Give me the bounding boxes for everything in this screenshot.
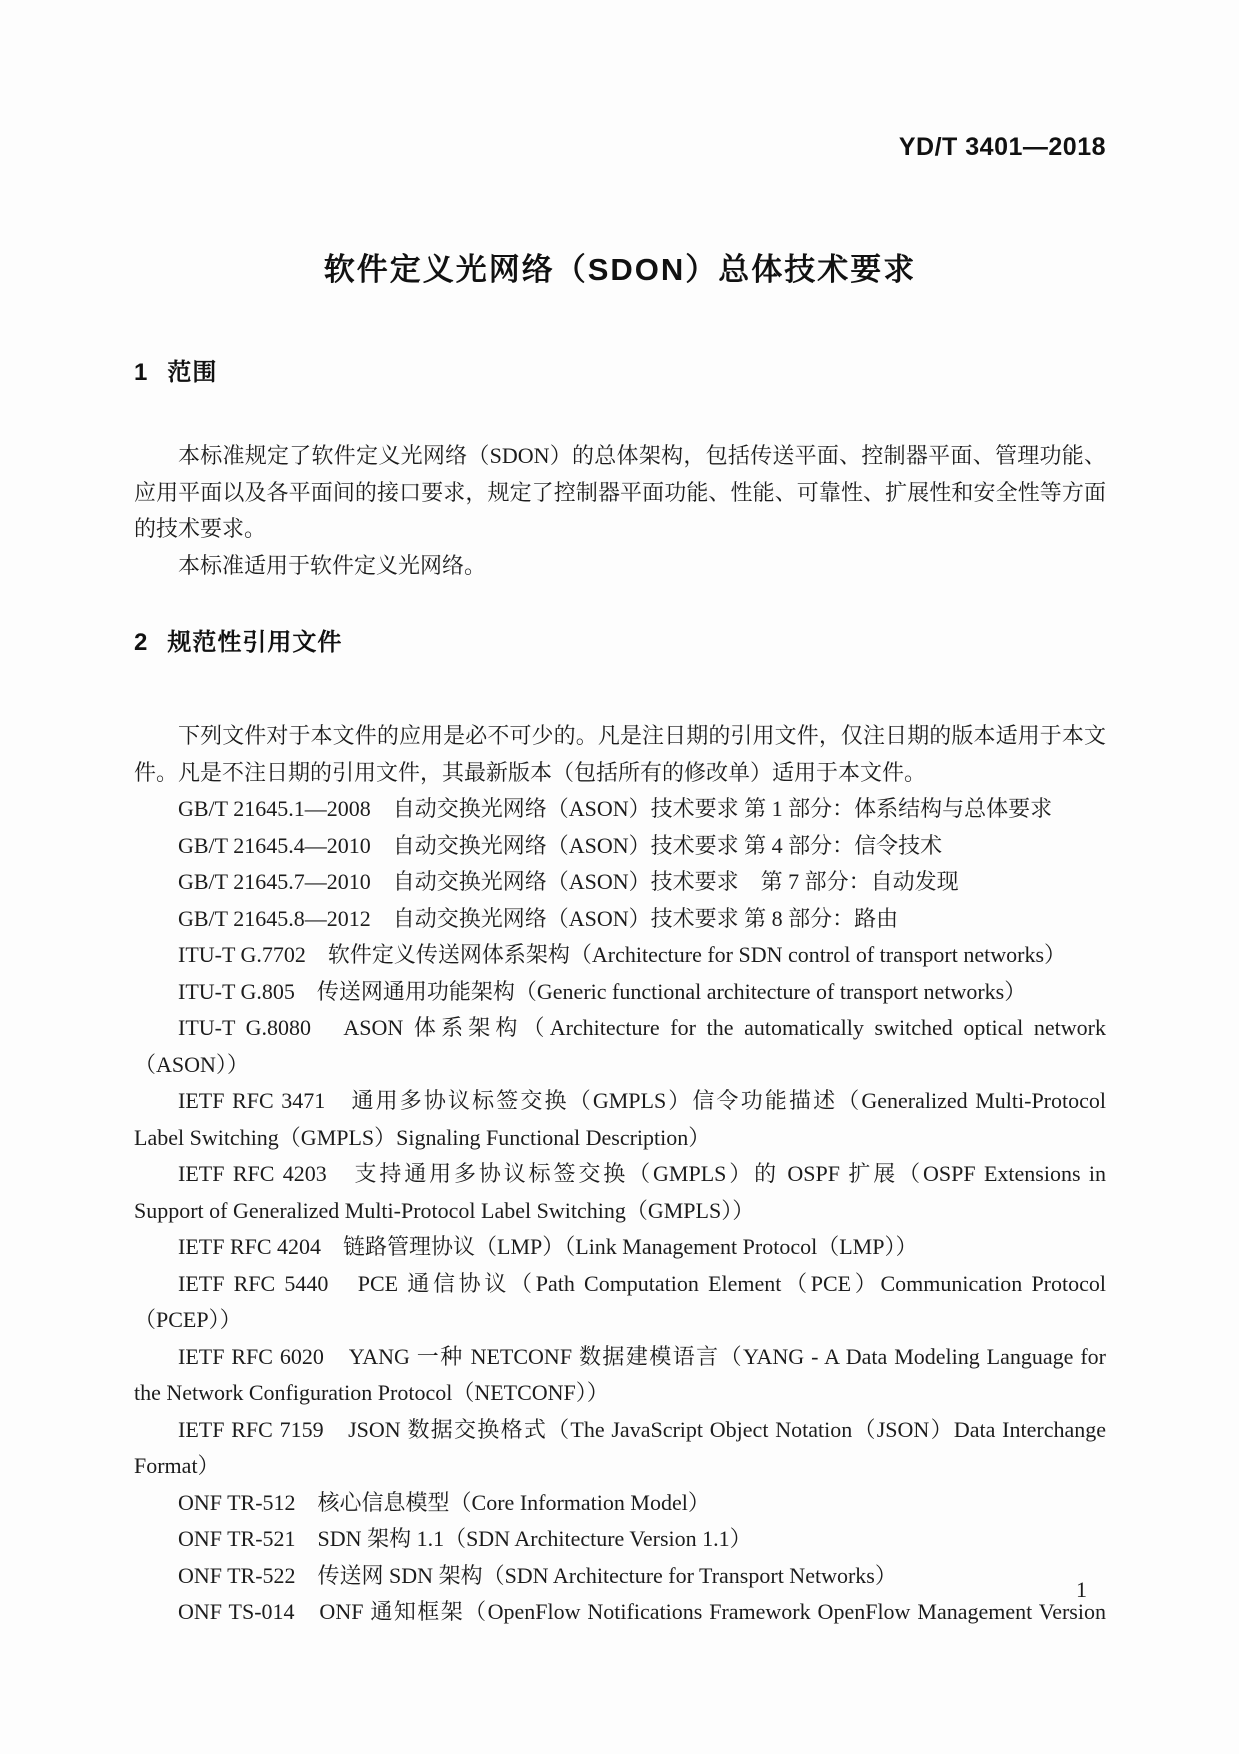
page-number: 1 (1076, 1577, 1087, 1602)
section-1-number: 1 (134, 359, 148, 386)
reference-item: ITU-T G.7702 软件定义传送网体系架构（Architecture for SDN control of transport networks） (178, 942, 1067, 967)
reference-item: IETF RFC 5440 PCE 通信协议（Path Computation Element（PCE）Communication Protocol（PCEP）） (134, 1270, 1106, 1332)
reference-item: ITU-T G.8080 ASON 体系架构（Architecture for the automatically switched optical network（ASON）） (134, 1015, 1106, 1077)
reference-item: ONF TR-521 SDN 架构 1.1（SDN Architecture Version 1.1） (178, 1526, 752, 1551)
reference-item: IETF RFC 4203 支持通用多协议标签交换（GMPLS）的 OSPF 扩展（OSPF Extensions in Support of Generalized Multi-Protocol Label Switching（GMPLS）） (134, 1161, 1106, 1223)
page-content (134, 0, 1106, 1631)
reference-item: ONF TR-522 传送网 SDN 架构（SDN Architecture for Transport Networks） (178, 1562, 897, 1588)
reference-item: ONF TR-512 核心信息模型（Core Information Model） (178, 1489, 710, 1515)
section-1-paragraph-2: 本标准适用于软件定义光网络。 (178, 552, 487, 578)
section-2-title: 规范性引用文件 (167, 629, 343, 656)
section-1-title: 范围 (167, 359, 218, 386)
section-1-paragraph-1: 本标准规定了软件定义光网络（SDON）的总体架构，包括传送平面、控制器平面、管理功能、应用平面以及各平面间的接口要求，规定了控制器平面功能、性能、可靠性、扩展性和安全性等方面的技术要求。 (134, 443, 1106, 541)
section-2-heading (134, 628, 1106, 658)
reference-item: GB/T 21645.1—2008 自动交换光网络（ASON）技术要求 第 1 部分：体系结构与总体要求 (178, 796, 1053, 821)
section-1-heading (134, 358, 1106, 388)
reference-item: IETF RFC 7159 JSON 数据交换格式（The JavaScript Object Notation（JSON）Data Interchange Format） (134, 1416, 1106, 1478)
reference-item: GB/T 21645.4—2010 自动交换光网络（ASON）技术要求 第 4 部分：信令技术 (178, 832, 943, 858)
reference-item: IETF RFC 3471 通用多协议标签交换（GMPLS）信令功能描述（Generalized Multi-Protocol Label Switching（GMPLS）Signaling Functional Description） (134, 1088, 1106, 1150)
reference-item: GB/T 21645.8—2012 自动交换光网络（ASON）技术要求 第 8 部分：路由 (178, 905, 899, 931)
reference-item: GB/T 21645.7—2010 自动交换光网络（ASON）技术要求 第 7 部分：自动发现 (178, 869, 959, 894)
section-2-intro: 下列文件对于本文件的应用是必不可少的。凡是注日期的引用文件，仅注日期的版本适用于本文件。凡是不注日期的引用文件，其最新版本（包括所有的修改单）适用于本文件。 (134, 723, 1106, 785)
reference-item: IETF RFC 4204 链路管理协议（LMP）（Link Management Protocol（LMP）） (178, 1234, 918, 1259)
references-list (134, 791, 1106, 1631)
reference-item: ITU-T G.805 传送网通用功能架构（Generic functional architecture of transport networks） (178, 978, 1027, 1004)
page-title: 软件定义光网络（SDON）总体技术要求 (323, 252, 917, 287)
reference-item: ONF TS-014 ONF 通知框架（OpenFlow Notifications Framework OpenFlow Management Version (178, 1599, 1106, 1624)
section-2-number: 2 (134, 629, 148, 656)
reference-item: IETF RFC 6020 YANG 一种 NETCONF 数据建模语言（YANG - A Data Modeling Language for the Network Configuration Protocol（NETCONF）） (134, 1343, 1106, 1405)
doc-number: YD/T 3401—2018 (898, 133, 1106, 161)
